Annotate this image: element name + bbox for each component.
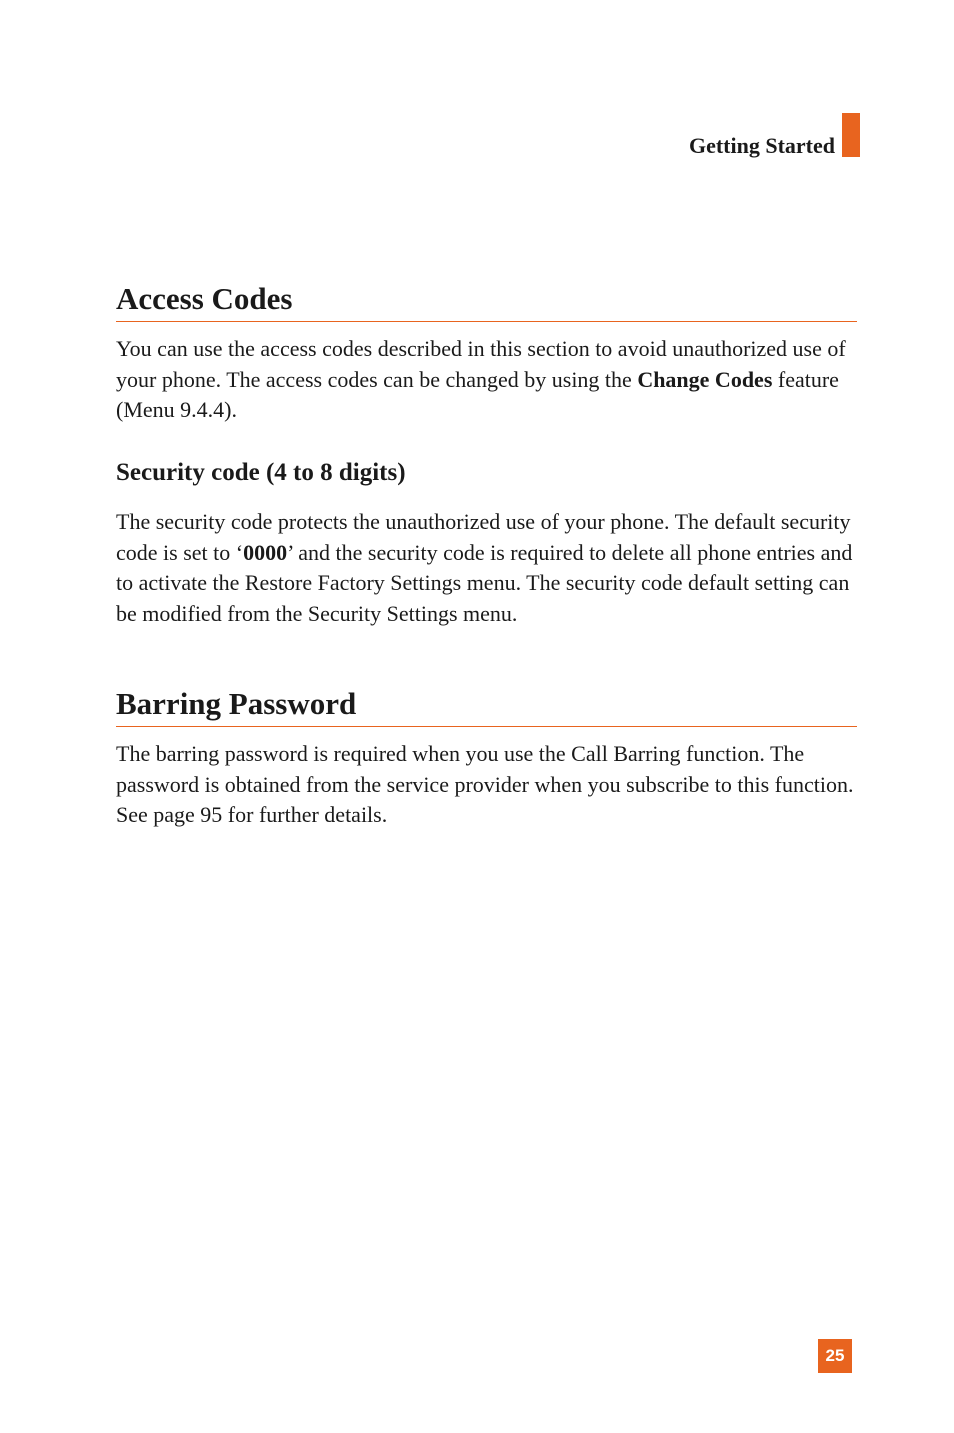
security-code-text-1: The security code protects the unauthorized use of your phone. The default security code is set to ‘ <box>116 509 851 565</box>
header-accent-bar <box>842 113 860 157</box>
security-code-text-2: ’ and the security code is required to delete all phone entries and to activate the Restore Factory Settings menu. The security code default setting can be modified from the Security Settings menu. <box>116 539 853 626</box>
access-codes-text-2: feature (Menu 9.4.4). <box>116 366 839 423</box>
security-code-paragraph <box>116 507 857 629</box>
security-code-heading: Security code (4 to 8 digits) <box>116 459 406 486</box>
barring-password-section <box>116 686 857 727</box>
access-codes-paragraph <box>116 334 857 426</box>
change-codes-term: Change Codes <box>637 366 773 392</box>
access-codes-body <box>116 334 857 426</box>
access-codes-heading: Access Codes <box>116 281 857 322</box>
barring-password-heading: Barring Password <box>116 686 857 727</box>
access-codes-section <box>116 281 857 322</box>
barring-password-paragraph: The barring password is required when you use the Call Barring function. The password is obtained from the service provider when you subscribe to this function. See page 95 for further details. <box>116 741 854 828</box>
security-code-body <box>116 507 857 629</box>
barring-password-body <box>116 739 857 831</box>
default-code-value: 0000 <box>243 539 288 565</box>
access-codes-text-1: You can use the access codes described in this section to avoid unauthorized use of your phone. The access codes can be changed by using the <box>116 336 846 392</box>
security-code-subsection <box>116 458 857 488</box>
page-number-badge: 25 <box>818 1339 852 1373</box>
running-header: Getting Started <box>688 133 835 158</box>
